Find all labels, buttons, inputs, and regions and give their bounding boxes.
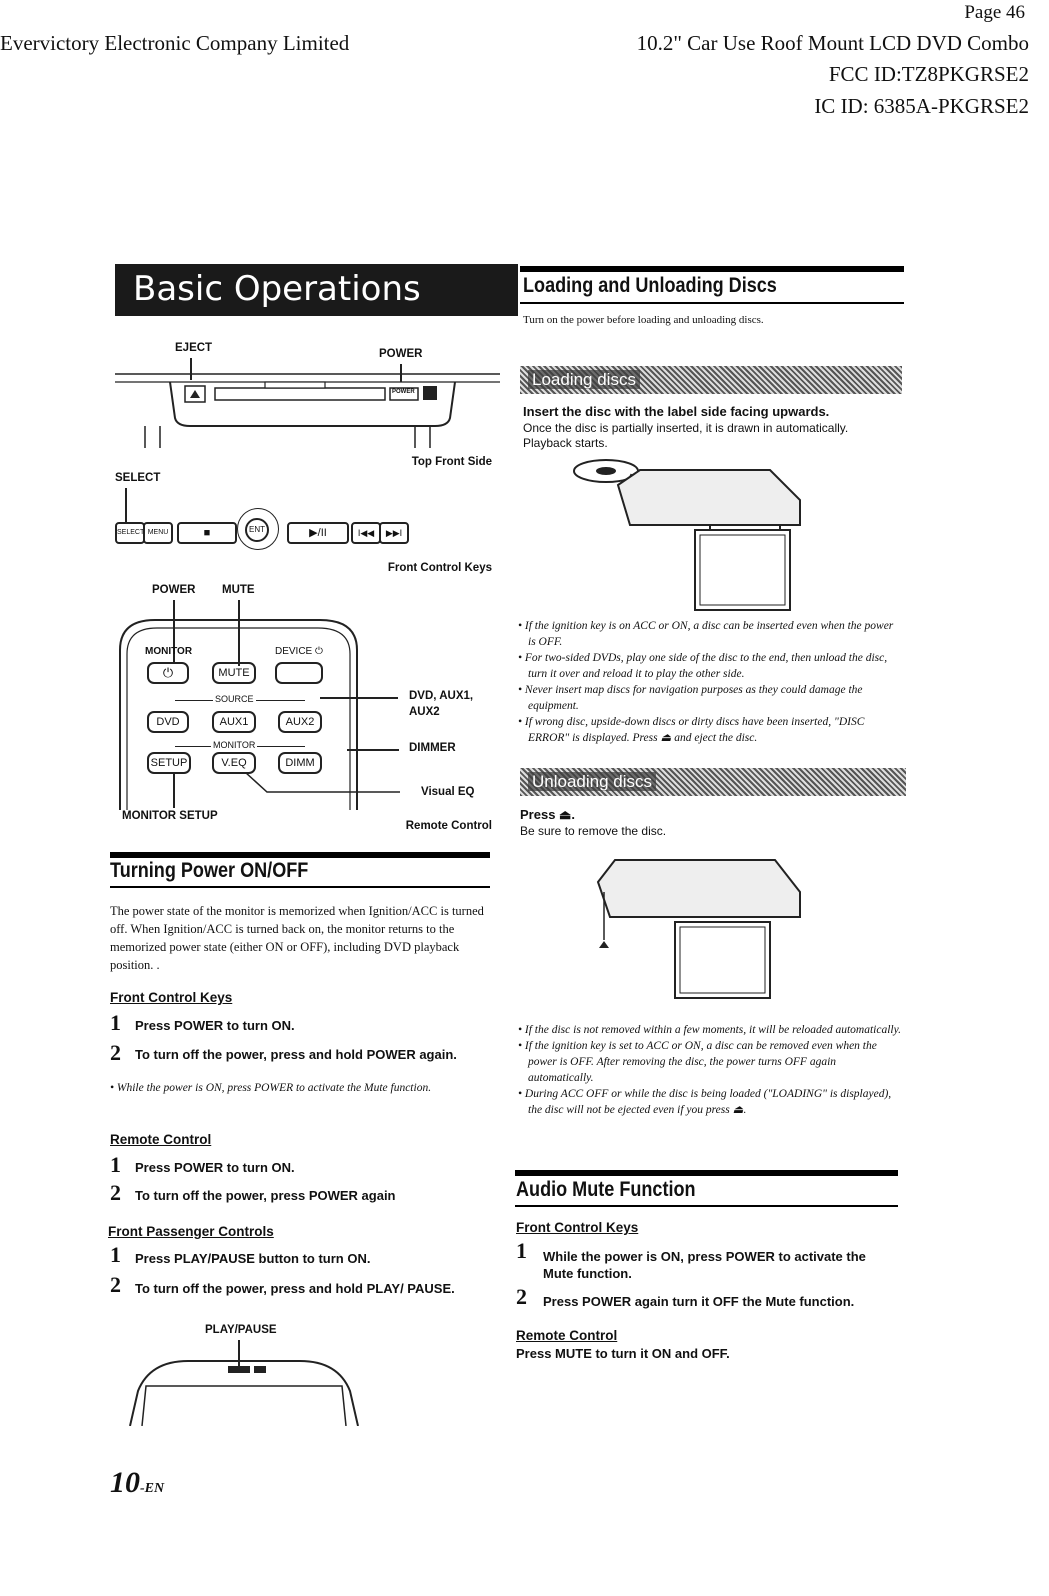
power-button-tag: POWER (392, 389, 415, 395)
top-front-side-figure (115, 340, 500, 480)
veq-callout-line (245, 772, 405, 798)
mute-key[interactable]: MUTE (212, 662, 256, 684)
page-number: Page 46 (964, 2, 1025, 23)
enter-key[interactable]: ENT (245, 518, 269, 542)
section-rule (520, 266, 904, 272)
menu-key[interactable]: MENU (143, 522, 173, 544)
play-pause-key[interactable]: ▶/II (287, 522, 349, 544)
loading-note: • Never insert map discs for navigation purposes as they could damage the equipment. (518, 684, 863, 712)
company-name: Evervictory Electronic Company Limited (0, 31, 350, 55)
monitor-label: MONITOR (145, 646, 193, 657)
power-label: POWER (379, 348, 423, 360)
unloading-note: • During ACC OFF or while the disc is being loaded ("LOADING" is displayed), the disc will not be ejected even if you press ⏏. (518, 1088, 892, 1116)
loading-discs-bar (520, 366, 902, 394)
ic-id: IC ID: 6385A-PKGRSE2 (814, 94, 1029, 118)
loading-note: • For two-sided DVDs, play one side of the disc to the end, then unload the disc, turn it over and reload it to play the other side. (518, 652, 888, 680)
remote-control-caption: Remote Control (405, 820, 492, 832)
note-text: If the disc is not removed within a few moments, it will be reloaded automatically. (524, 1024, 901, 1036)
section-rule (110, 852, 490, 858)
front-passenger-heading: Front Passenger Controls (108, 1224, 274, 1239)
device-label: DEVICE ⏻ (275, 646, 323, 657)
section-rule-thin (110, 886, 490, 888)
remote-control-heading: Remote Control (110, 1132, 212, 1147)
prev-key[interactable]: I◀◀ (351, 522, 381, 544)
dimm-key[interactable]: DIMM (278, 752, 322, 774)
remote-control-figure (115, 584, 500, 854)
callout-aux2: AUX2 (409, 706, 440, 718)
step-number: 1 (516, 1238, 527, 1263)
monitor-top-drawing (115, 368, 500, 458)
footer-number: 10 (110, 1466, 140, 1499)
audio-mute-title: Audio Mute Function (516, 1178, 696, 1201)
section-rule-thin (520, 302, 904, 304)
fcc-id: FCC ID:TZ8PKGRSE2 (828, 62, 1029, 86)
section-rule-thin (515, 1205, 898, 1207)
unloading-notes (512, 1022, 902, 1118)
mute-remote-body: Press MUTE to turn it ON and OFF. (516, 1346, 730, 1361)
top-front-side-caption: Top Front Side (411, 456, 492, 468)
step-number: 2 (110, 1180, 121, 1205)
note-text: For two-sided DVDs, play one side of the disc to the end, then unload the disc, turn it over and reload it to play the other side. (524, 652, 888, 680)
play-pause-label: PLAY/PAUSE (205, 1324, 277, 1336)
note-text: If wrong disc, upside-down discs or dirty discs have been inserted, "DISC ERROR" is displayed. Press ⏏ and eject the disc. (524, 716, 865, 744)
note-text: If the ignition key is set to ACC or ON, a disc can be removed even when the power is OFF. After removing the disc, the power turns OFF again automatically. (524, 1040, 877, 1084)
next-key[interactable]: ▶▶I (379, 522, 409, 544)
basic-operations-banner: Basic Operations (115, 264, 518, 316)
front-control-keys-heading: Front Control Keys (110, 990, 233, 1005)
step-number: 2 (110, 1272, 121, 1297)
disc-unloading-drawing (590, 852, 820, 1002)
fp-step-2: To turn off the power, press and hold PLAY/ PAUSE. (135, 1281, 455, 1296)
loading-note: • If wrong disc, upside-down discs or dirty discs have been inserted, "DISC ERROR" is displayed. Press ⏏ and eject the disc. (518, 716, 865, 744)
step-number: 1 (110, 1152, 121, 1177)
stop-key[interactable]: ■ (177, 522, 237, 544)
rc-step-2: To turn off the power, press POWER again (135, 1188, 396, 1203)
loading-intro: Turn on the power before loading and unloading discs. (523, 314, 764, 326)
monitor-group-label: MONITOR (213, 740, 256, 750)
loading-note: • If the ignition key is on ACC or ON, a disc can be inserted even when the power is OFF. (518, 620, 894, 648)
front-control-keys-caption: Front Control Keys (387, 562, 492, 574)
loading-notes (512, 618, 900, 746)
monitor-setup-label: MONITOR SETUP (122, 810, 218, 822)
note-text: Never insert map discs for navigation purposes as they could damage the equipment. (524, 684, 863, 712)
aux1-key[interactable]: AUX1 (212, 711, 256, 733)
select-label: SELECT (115, 472, 161, 484)
fk-step-1: Press POWER to turn ON. (135, 1018, 295, 1033)
step-number: 1 (110, 1010, 121, 1035)
remote-power-label: POWER (152, 584, 196, 596)
unloading-discs-bar (520, 768, 906, 796)
step-number: 1 (110, 1242, 121, 1267)
passenger-monitor-drawing (128, 1356, 360, 1426)
unloading-note: • If the disc is not removed within a few moments, it will be reloaded automatically. (518, 1024, 901, 1036)
monitor-power-key[interactable]: ⏻ (147, 662, 189, 684)
unloading-note: • If the ignition key is set to ACC or ON, a disc can be removed even when the power is OFF. After removing the disc, the power turns OFF again automatically. (518, 1040, 877, 1084)
veq-key[interactable]: V.EQ (212, 752, 256, 774)
disc-loading-drawing (560, 455, 810, 615)
fk-note-text: While the power is ON, press POWER to activate the Mute function. (116, 1082, 432, 1094)
callout-dimmer: DIMMER (409, 742, 456, 754)
product-title: 10.2" Car Use Roof Mount LCD DVD Combo (636, 31, 1029, 55)
step-number: 2 (110, 1040, 121, 1065)
mute-front-keys-heading: Front Control Keys (516, 1220, 639, 1235)
dvd-key[interactable]: DVD (147, 711, 189, 733)
device-key[interactable] (275, 662, 323, 684)
footer-suffix: -EN (140, 1481, 165, 1496)
press-eject-heading: Press ⏏. (520, 807, 575, 822)
front-control-keys-figure (115, 472, 500, 576)
turning-power-intro: The power state of the monitor is memorized when Ignition/ACC is turned off. When Ignition/ACC is turned back on, the monitor returns to the memorized power state (either ON or OFF), including DVD playback position. . (110, 904, 484, 972)
source-group-label: SOURCE (215, 694, 254, 704)
aux2-key[interactable]: AUX2 (278, 711, 322, 733)
callout-dvd-aux1: DVD, AUX1, (409, 690, 474, 702)
insert-heading: Insert the disc with the label side facing upwards. (523, 404, 830, 419)
loading-discs-text: Loading discs (528, 370, 640, 389)
fk-step-2: To turn off the power, press and hold POWER again. (135, 1047, 457, 1062)
mute-step-1: While the power is ON, press POWER to activate the Mute function. (543, 1249, 866, 1281)
insert-body: Once the disc is partially inserted, it is drawn in automatically. Playback starts. (523, 421, 849, 450)
note-text: During ACC OFF or while the disc is being loaded ("LOADING" is displayed), the disc will not be ejected even if you press ⏏. (524, 1088, 892, 1116)
loading-title: Loading and Unloading Discs (523, 274, 777, 297)
mute-remote-heading: Remote Control (516, 1328, 618, 1343)
section-rule (515, 1170, 898, 1176)
step-number: 2 (516, 1284, 527, 1309)
eject-label: EJECT (175, 342, 213, 354)
unloading-discs-text: Unloading discs (528, 772, 656, 791)
fk-note: • While the power is ON, press POWER to activate the Mute function. (110, 1082, 432, 1094)
mute-step-2: Press POWER again turn it OFF the Mute function. (543, 1294, 855, 1309)
setup-key[interactable]: SETUP (147, 752, 191, 774)
turning-power-title: Turning Power ON/OFF (110, 859, 309, 882)
rc-step-1: Press POWER to turn ON. (135, 1160, 295, 1175)
note-text: If the ignition key is on ACC or ON, a disc can be inserted even when the power is OFF. (524, 620, 894, 648)
select-key[interactable]: SELECT (115, 522, 145, 544)
callout-visual-eq: Visual EQ (421, 786, 475, 798)
page-footer (110, 1466, 164, 1500)
remote-mute-label: MUTE (222, 584, 255, 596)
fp-step-1: Press PLAY/PAUSE button to turn ON. (135, 1251, 371, 1266)
press-eject-body: Be sure to remove the disc. (520, 824, 667, 838)
